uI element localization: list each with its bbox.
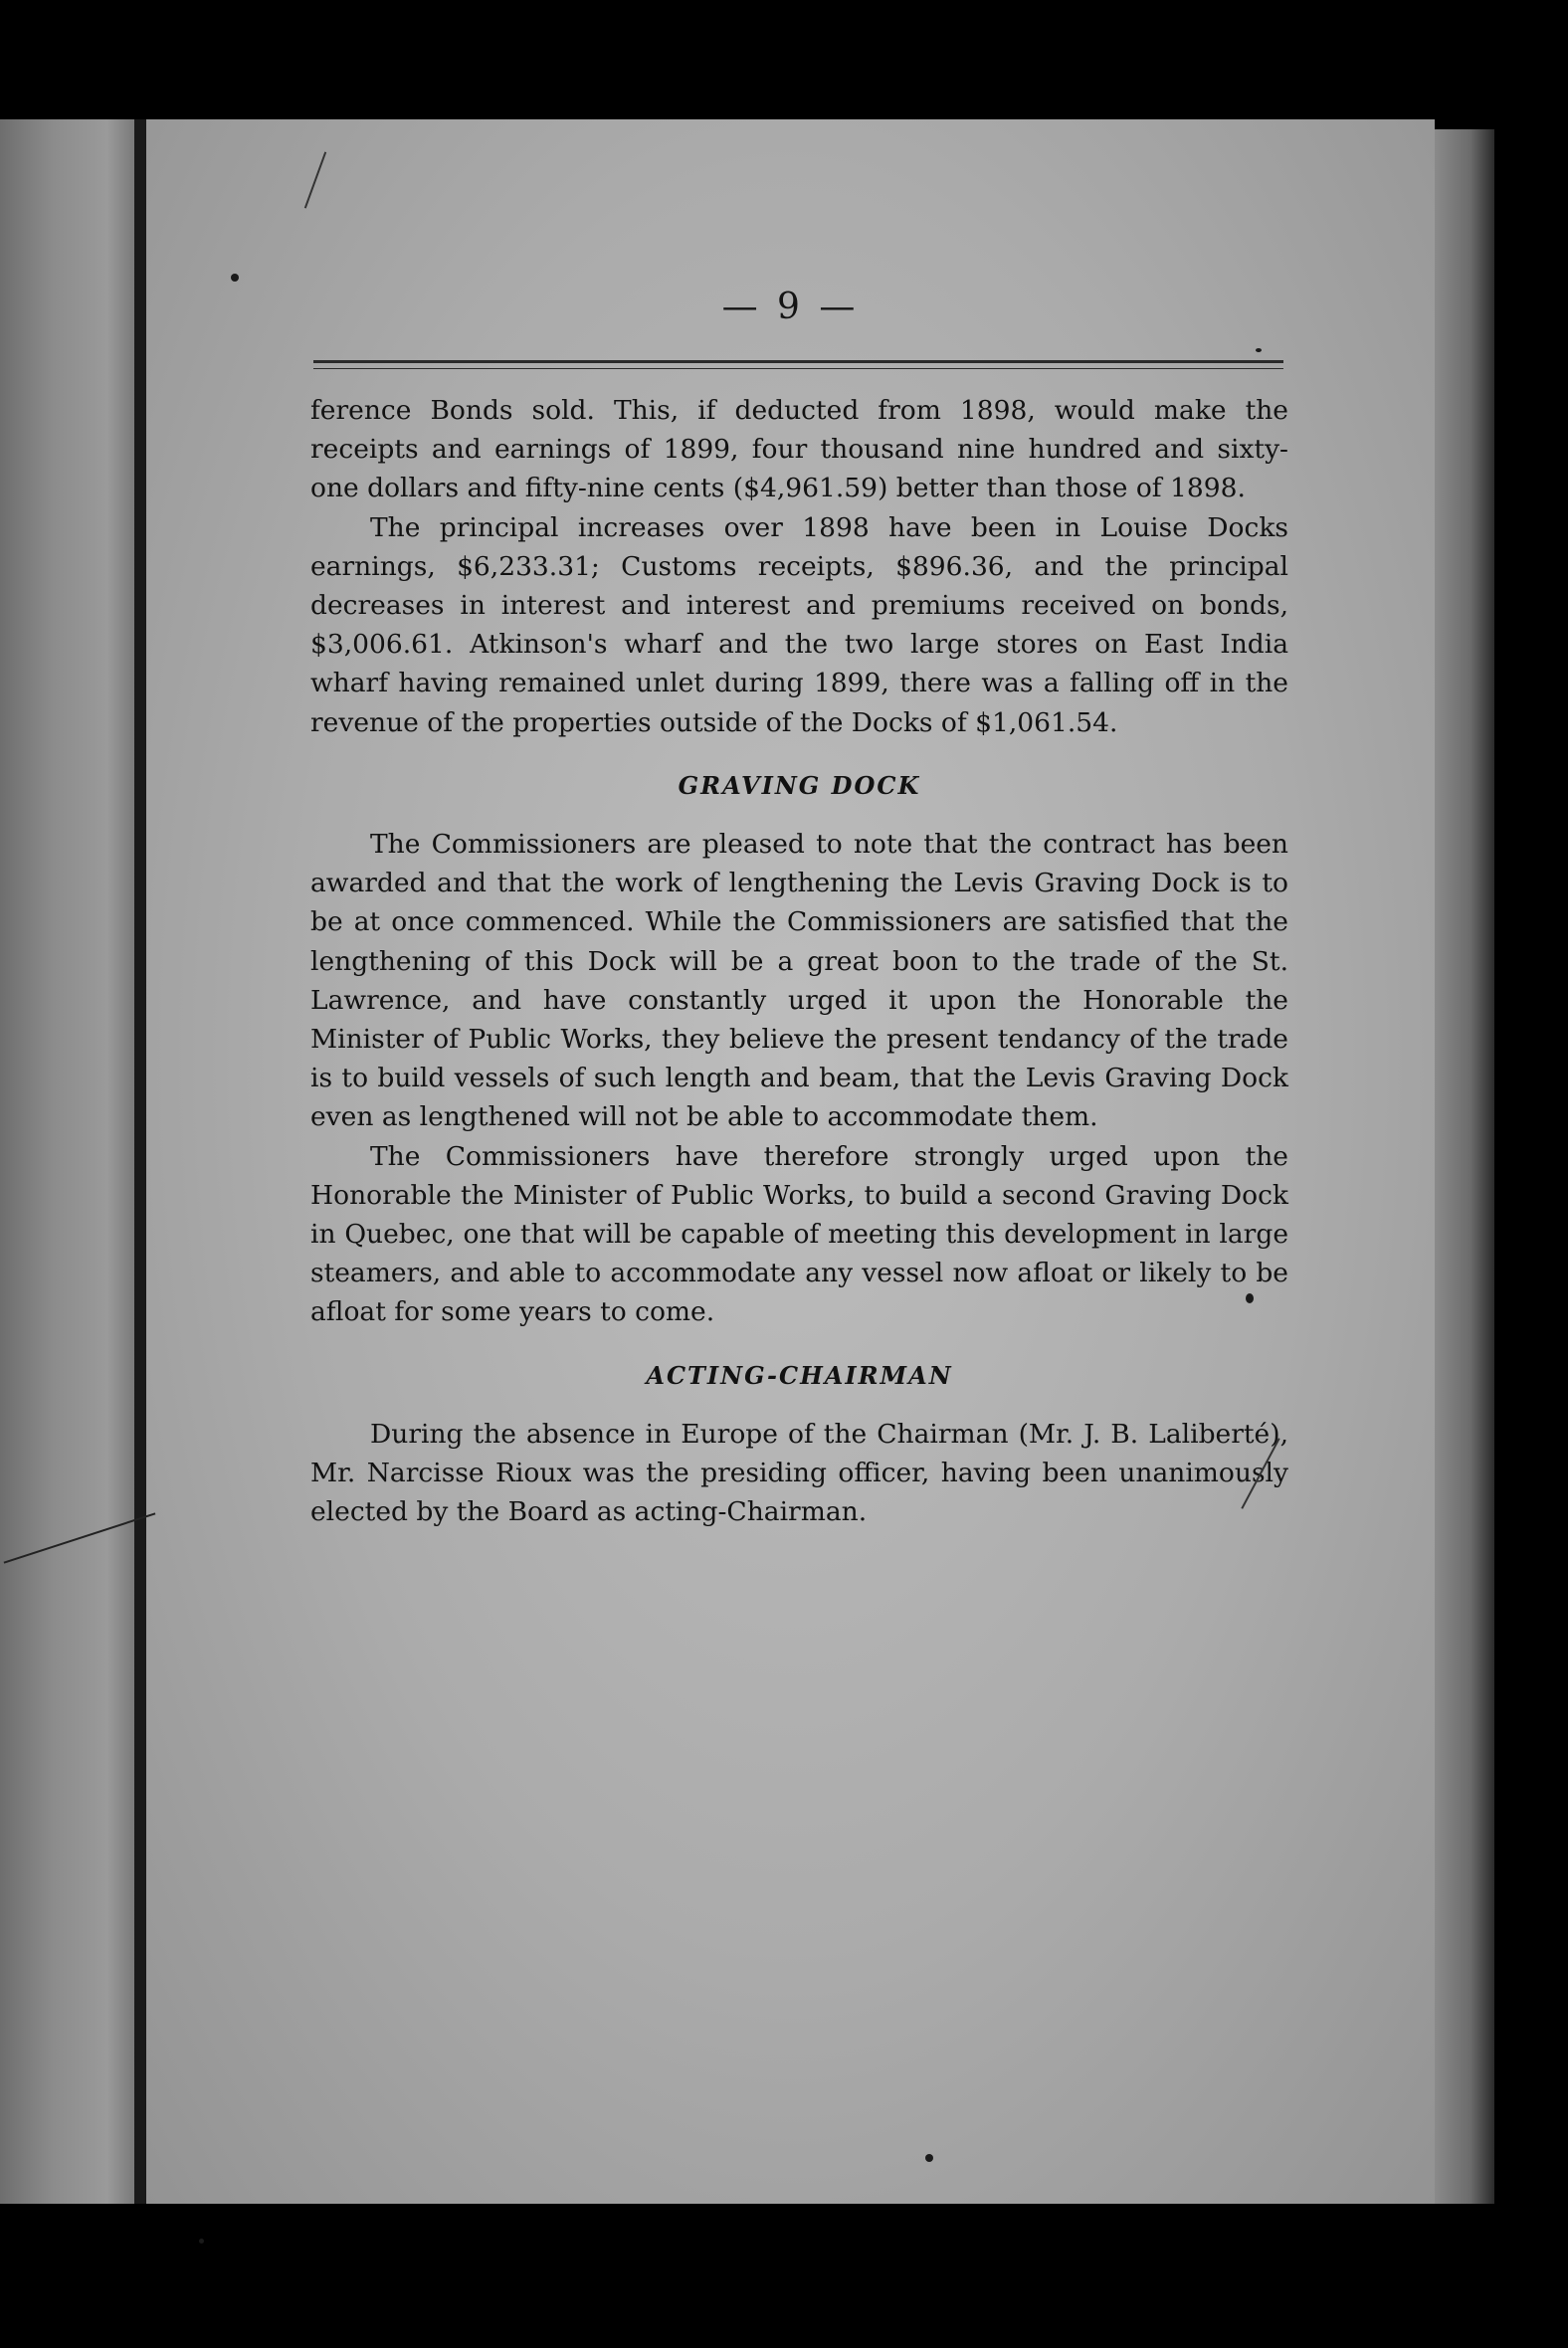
section-heading-graving-dock: GRAVING DOCK <box>678 770 921 800</box>
facing-page-edge <box>0 119 134 2204</box>
paragraph-increases: The principal increases over 1898 have been in Louise Docks earnings, $6,233.31; Customs receipts, $896.36, and the principal decreases in interest and interest and premiums received on bonds, $3,006.61. Atkinson's wharf and the two large stores on East India wharf having remained unlet during 1899, there was a falling off in the revenue of the properties outside of the Docks of $1,061.54. <box>310 511 1288 738</box>
section-heading-acting-chairman: ACTING-CHAIRMAN <box>646 1360 953 1390</box>
scan-speck <box>1256 348 1262 352</box>
document-page <box>146 119 1435 2204</box>
paragraph-acting-chairman: During the absence in Europe of the Chairman (Mr. J. B. Laliberté), Mr. Narcisse Rioux was the presiding officer, having been unanimously elected by the Board as acting-Chairman. <box>310 1418 1288 1528</box>
paragraph-graving-contract: The Commissioners are pleased to note that the contract has been awarded and that the work of lengthening the Levis Graving Dock is to be at once commenced. While the Commissioners are satisfied that the lengthening of this Dock will be a great boon to the trade of the St. Lawrence, and have constantly urged it upon the Honorable the Minister of Public Works, they believe the present tendancy of the trade is to build vessels of such length and beam, that the Levis Graving Dock even as lengthened will not be able to accommodate them. <box>310 829 1288 1133</box>
scan-scratch <box>304 151 326 208</box>
header-rule-thin <box>313 368 1283 369</box>
book-gutter <box>134 119 146 2204</box>
paragraph-graving-second-dock: The Commissioners have therefore strongly urged upon the Honorable the Minister of Public Works, to build a second Graving Dock in Quebec, one that will be capable of meeting this development in large steamers, and able to accommodate any vessel now afloat or likely to be afloat for some years to come. <box>310 1140 1288 1328</box>
scan-speck <box>925 2154 933 2162</box>
scan-speck <box>199 2239 204 2244</box>
scan-speck <box>231 274 239 282</box>
body-text <box>310 391 1288 1531</box>
scan-speck <box>1246 1293 1254 1303</box>
page-right-edge <box>1435 129 1494 2204</box>
header-rule <box>313 360 1283 363</box>
page-number: — 9 — <box>721 287 860 327</box>
paragraph-continued: ference Bonds sold. This, if deducted from 1898, would make the receipts and earnings of 1899, four thousand nine hundred and sixty-one dollars and fifty-nine cents ($4,961.59) better than those of 1898. <box>310 395 1288 504</box>
